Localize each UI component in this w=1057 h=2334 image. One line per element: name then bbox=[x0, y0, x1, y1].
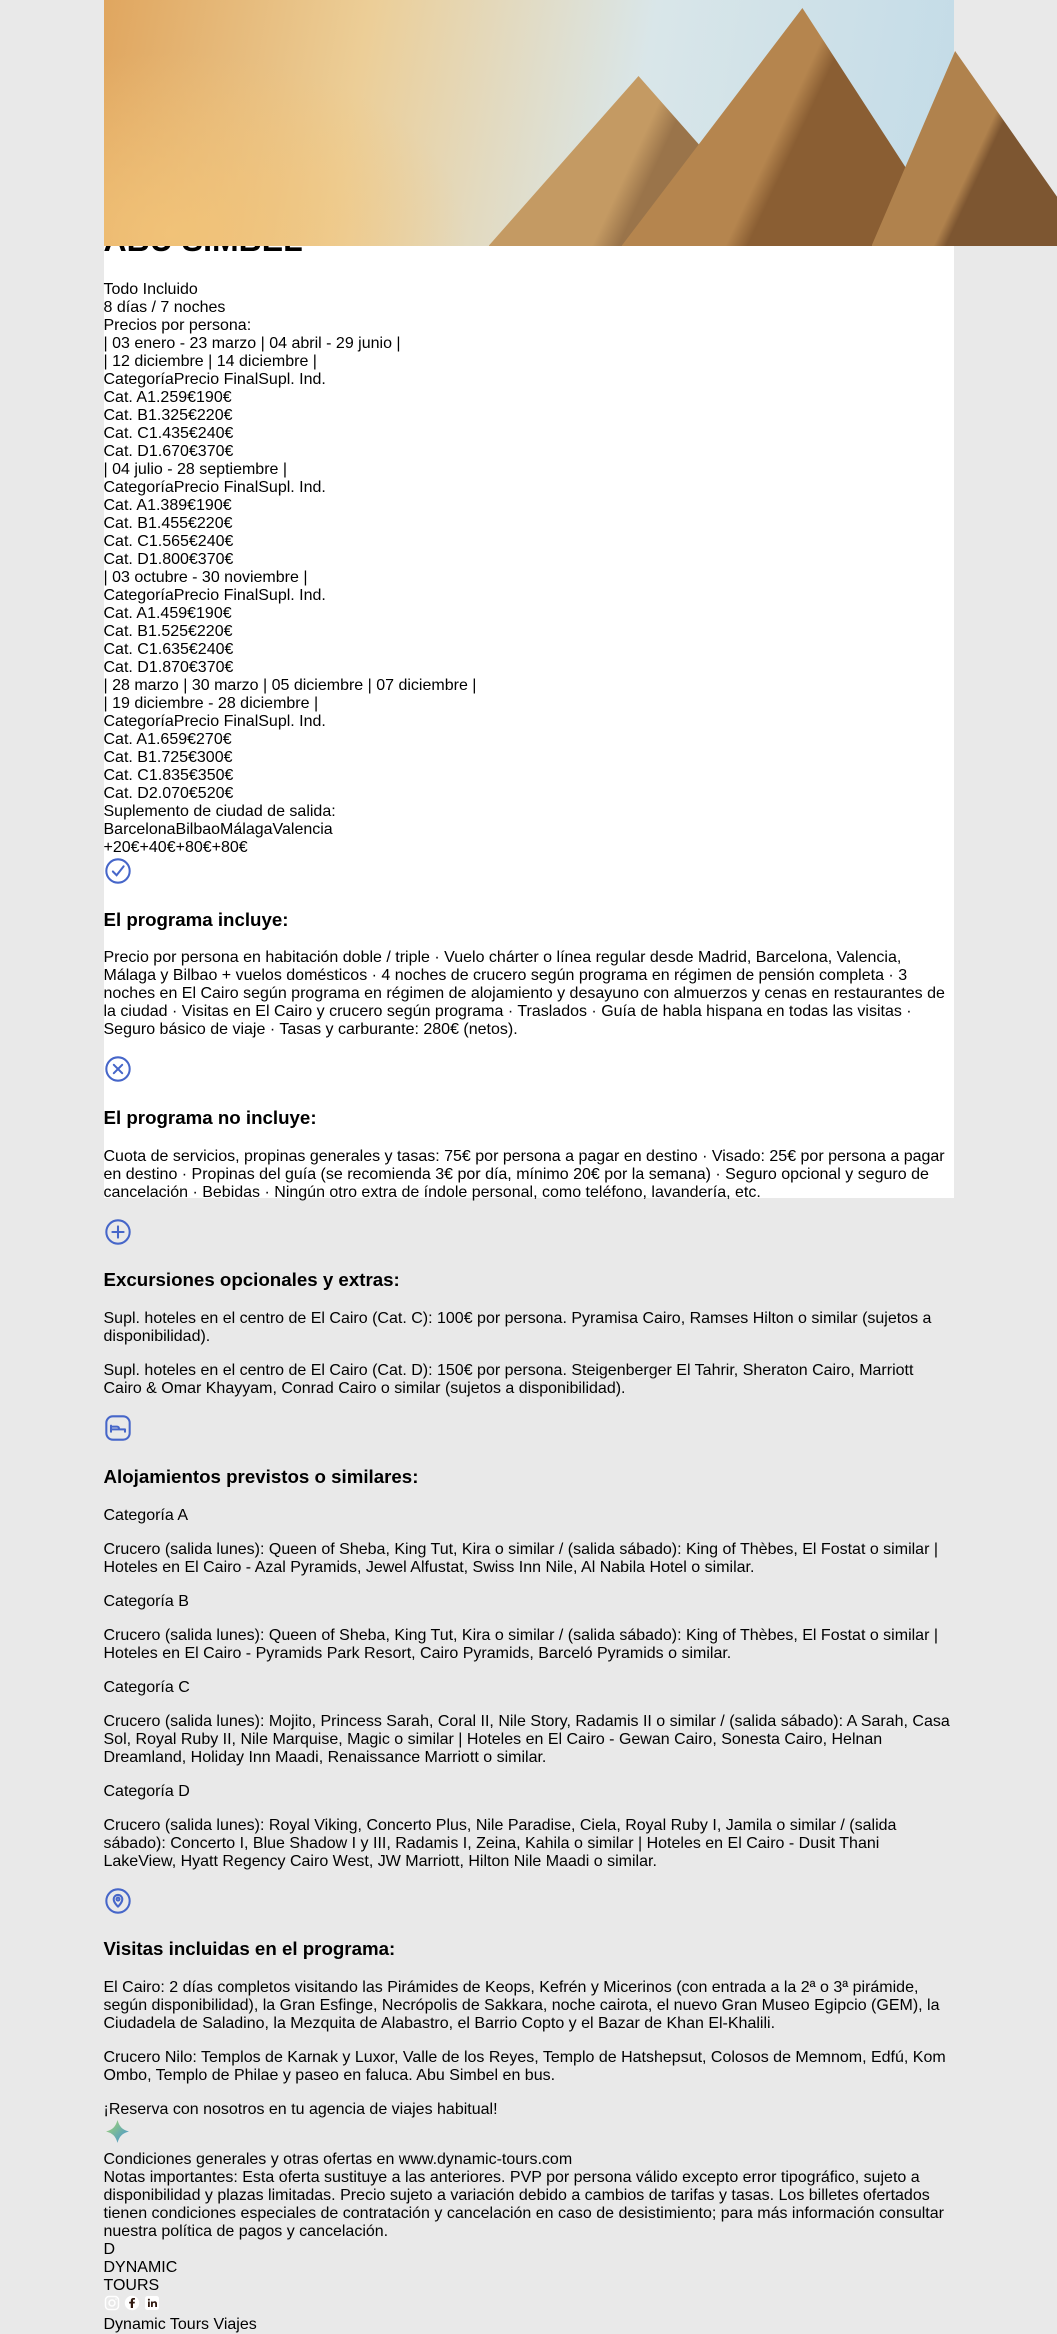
table-row bbox=[104, 551, 954, 569]
column-header: Supl. Ind. bbox=[258, 371, 326, 388]
value-cell: +80€ bbox=[176, 839, 212, 856]
social-icons bbox=[104, 2295, 954, 2316]
category-cell: Cat. D bbox=[104, 659, 149, 676]
right-column bbox=[104, 857, 954, 2085]
section-included-visits bbox=[104, 1887, 954, 2085]
category-cell: Cat. B bbox=[104, 623, 148, 640]
table-header-row bbox=[104, 479, 954, 497]
price-table bbox=[104, 587, 954, 677]
column-header: Precio Final bbox=[174, 479, 258, 496]
table-row bbox=[104, 731, 954, 749]
reserve-banner: ¡Reserva con nosotros en tu agencia de viajes habitual! bbox=[104, 2101, 954, 2119]
supplement-title: Suplemento de ciudad de salida: bbox=[104, 803, 954, 821]
section-title: El programa no incluye: bbox=[104, 1107, 954, 1129]
price-cell: 1.525€ bbox=[148, 623, 197, 640]
price-cell: 1.565€ bbox=[149, 533, 198, 550]
supplement-cell: 220€ bbox=[197, 407, 233, 424]
table-row bbox=[104, 641, 954, 659]
table-row bbox=[104, 443, 954, 461]
period-label: | 04 julio - 28 septiembre | bbox=[104, 461, 954, 479]
prices-panel bbox=[104, 317, 954, 803]
table-row bbox=[104, 767, 954, 785]
table-row bbox=[104, 389, 954, 407]
supplement-cell: 520€ bbox=[198, 785, 234, 802]
price-table-block bbox=[104, 461, 954, 569]
price-cell: 1.459€ bbox=[147, 605, 196, 622]
location-pin-icon bbox=[104, 1902, 132, 1919]
pyramid-shape bbox=[524, 198, 614, 246]
table-row bbox=[104, 407, 954, 425]
instagram-icon[interactable] bbox=[104, 2298, 124, 2315]
section-title: El programa incluye: bbox=[104, 909, 954, 931]
city-cell: Málaga bbox=[220, 821, 272, 838]
supplement-cell: 350€ bbox=[198, 767, 234, 784]
logo-d-icon: D bbox=[104, 2241, 954, 2259]
table-header-row bbox=[104, 371, 954, 389]
overlay-extension-icon[interactable] bbox=[104, 2119, 954, 2151]
column-header: Precio Final bbox=[174, 587, 258, 604]
column-header: Precio Final bbox=[174, 713, 258, 730]
price-cell: 1.835€ bbox=[149, 767, 198, 784]
category-cell: Cat. B bbox=[104, 407, 148, 424]
paragraph: El Cairo: 2 días completos visitando las Pirámides de Keops, Kefrén y Micerinos (con entrada a la 2ª o 3ª pirámide, según disponibilidad), la Gran Esfinge, Necrópolis de Sakkara, noche cairota, el nuevo Gran Museo Egipcio (GEM), la Ciudadela de Saladino, la Mezquita de Alabastro, el Barrio Copto y el Bazar de Khan El-Khalili. bbox=[104, 1979, 954, 2033]
supplement-cell: 190€ bbox=[196, 389, 232, 406]
hero-photo bbox=[104, 0, 954, 246]
column-header: Categoría bbox=[104, 587, 174, 604]
legal-notes: Notas importantes: Esta oferta sustituye a las anteriores. PVP por persona válido excepto error tipográfico, sujeto a disponibilidad y plazas limitadas. Precio sujeto a variación debido a cambios de tarifas y tasas. Los billetes ofertados tienen condiciones especiales de contratación y cancelación en caso de desistimiento; para más información consultar nuestra política de pagos y cancelación. bbox=[104, 2169, 954, 2241]
table-row bbox=[104, 605, 954, 623]
category-cell: Cat. C bbox=[104, 641, 149, 658]
paragraph: Supl. hoteles en el centro de El Cairo (Cat. C): 100€ por persona. Pyramisa Cairo, Ramses Hilton o similar (sujetos a disponibilidad). bbox=[104, 1310, 954, 1346]
table-row bbox=[104, 785, 954, 803]
brochure-page bbox=[104, 0, 954, 1198]
program-subtitle: Todo Incluido bbox=[104, 281, 954, 299]
period-label: | 03 enero - 23 marzo | 04 abril - 29 junio | | 12 diciembre | 14 diciembre | bbox=[104, 335, 954, 371]
section-body bbox=[104, 1310, 954, 1398]
logo-line2: TOURS bbox=[104, 2277, 954, 2295]
table-row bbox=[104, 497, 954, 515]
supplement-cell: 240€ bbox=[198, 425, 234, 442]
paragraph: Crucero (salida lunes): Queen of Sheba, King Tut, Kira o similar / (salida sábado): King of Thèbes, El Fostat o similar | Hoteles en El Cairo - Pyramids Park Resort, Cairo Pyramids, Barceló Pyramids o similar. bbox=[104, 1627, 954, 1663]
supplement-cell: 240€ bbox=[198, 641, 234, 658]
section-accommodations bbox=[104, 1414, 954, 1870]
price-cell: 1.870€ bbox=[149, 659, 198, 676]
supplement-cities-row bbox=[104, 821, 954, 839]
section-body bbox=[104, 1507, 954, 1871]
price-cell: 1.725€ bbox=[148, 749, 197, 766]
supplement-cell: 220€ bbox=[197, 623, 233, 640]
supplement-cell: 370€ bbox=[198, 659, 234, 676]
price-cell: 1.635€ bbox=[149, 641, 198, 658]
value-cell: +40€ bbox=[140, 839, 176, 856]
supplement-cell: 370€ bbox=[198, 443, 234, 460]
column-header: Precio Final bbox=[174, 371, 258, 388]
section-body bbox=[104, 1148, 954, 1202]
table-row bbox=[104, 749, 954, 767]
paragraph: Precio por persona en habitación doble / triple · Vuelo chárter o línea regular desde Madrid, Barcelona, Valencia, Málaga y Bilbao + vuelos domésticos · 4 noches de crucero según programa en régimen de pensión completa · 3 noches en El Cairo según programa en régimen de alojamiento y desayuno con almuerzos y cenas en restaurantes de la ciudad · Visitas en El Cairo y crucero según programa · Traslados · Guía de habla hispana en todas las visitas · Seguro básico de viaje · Tasas y carburante: 280€ (netos). bbox=[104, 949, 954, 1039]
price-cell: 1.800€ bbox=[149, 551, 198, 568]
table-header-row bbox=[104, 713, 954, 731]
category-cell: Cat. A bbox=[104, 497, 148, 514]
prices-title: Precios por persona: bbox=[104, 317, 954, 335]
section-title: Alojamientos previstos o similares: bbox=[104, 1466, 954, 1488]
category-label: Categoría A bbox=[104, 1507, 954, 1525]
paragraph: Crucero (salida lunes): Queen of Sheba, King Tut, Kira o similar / (salida sábado): King of Thèbes, El Fostat o similar | Hoteles en El Cairo - Azal Pyramids, Jewel Alfustat, Swiss Inn Nile, Al Nabila Hotel o similar. bbox=[104, 1541, 954, 1577]
paragraph: Crucero Nilo: Templos de Karnak y Luxor, Valle de los Reyes, Templo de Hatshepsut, Colosos de Memnom, Edfú, Kom Ombo, Templo de Philae y paseo en faluca. Abu Simbel en bus. bbox=[104, 2049, 954, 2085]
table-rows bbox=[104, 497, 954, 569]
left-column bbox=[104, 185, 954, 856]
price-table bbox=[104, 371, 954, 461]
category-cell: Cat. B bbox=[104, 515, 148, 532]
period-label: | 03 octubre - 30 noviembre | bbox=[104, 569, 954, 587]
value-cell: +20€ bbox=[104, 839, 140, 856]
category-cell: Cat. C bbox=[104, 533, 149, 550]
column-header: Supl. Ind. bbox=[258, 479, 326, 496]
table-row bbox=[104, 623, 954, 641]
price-cell: 1.389€ bbox=[147, 497, 196, 514]
price-cell: 1.670€ bbox=[149, 443, 198, 460]
price-cell: 1.325€ bbox=[148, 407, 197, 424]
price-table-block bbox=[104, 677, 954, 803]
logo-line1: DYNAMIC bbox=[104, 2259, 954, 2277]
column-header: Categoría bbox=[104, 713, 174, 730]
city-cell: Bilbao bbox=[176, 821, 220, 838]
supplement-table bbox=[104, 821, 954, 857]
paragraph: Crucero (salida lunes): Mojito, Princess Sarah, Coral II, Nile Story, Radamis II o similar / (salida sábado): A Sarah, Casa Sol, Royal Ruby II, Nile Marquise, Magic o similar | Hoteles en El Cairo - Gewan Cairo, Sonesta Cairo, Helnan Dreamland, Holiday Inn Maadi, Renaissance Marriott o similar. bbox=[104, 1713, 954, 1767]
price-table-block bbox=[104, 569, 954, 677]
category-cell: Cat. D bbox=[104, 551, 149, 568]
city-cell: Barcelona bbox=[104, 821, 176, 838]
paragraph: Cuota de servicios, propinas generales y tasas: 75€ por persona a pagar en destino · Visado: 25€ por persona a pagar en destino · Propinas del guía (se recomienda 3€ por día, mínimo 20€ por la semana) · Seguro opcional y seguro de cancelación · Bebidas · Ningún otro extra de índole personal, como teléfono, lavandería, etc. bbox=[104, 1148, 954, 1202]
column-header: Supl. Ind. bbox=[258, 713, 326, 730]
paragraph: Supl. hoteles en el centro de El Cairo (Cat. D): 150€ por persona. Steigenberger El Tahrir, Sheraton Cairo, Marriott Cairo & Omar Khayyam, Conrad Cairo o similar (sujetos a disponibilidad). bbox=[104, 1362, 954, 1398]
supplement-cell: 190€ bbox=[196, 497, 232, 514]
section-body bbox=[104, 949, 954, 1039]
price-tables bbox=[104, 335, 954, 803]
plus-circle-icon bbox=[104, 1233, 132, 1250]
category-cell: Cat. A bbox=[104, 605, 148, 622]
conditions-link[interactable]: Condiciones generales y otras ofertas en www.dynamic-tours.com bbox=[104, 2151, 954, 2169]
table-rows bbox=[104, 389, 954, 461]
city-supplement-panel bbox=[104, 803, 954, 857]
supplement-values-row bbox=[104, 839, 954, 857]
price-cell: 1.659€ bbox=[147, 731, 196, 748]
price-cell: 1.259€ bbox=[147, 389, 196, 406]
table-header-row bbox=[104, 587, 954, 605]
price-cell: 2.070€ bbox=[149, 785, 198, 802]
category-cell: Cat. D bbox=[104, 785, 149, 802]
table-rows bbox=[104, 731, 954, 803]
category-cell: Cat. A bbox=[104, 389, 148, 406]
city-cell: Valencia bbox=[273, 821, 333, 838]
paragraph: Crucero (salida lunes): Royal Viking, Concerto Plus, Nile Paradise, Ciela, Royal Ruby I, Jamila o similar / (salida sábado): Concerto I, Blue Shadow I y III, Radamis I, Zeina, Kahila o similar | Hoteles en El Cairo - Dusit Thani LakeView, Hyatt Regency Cairo West, JW Marriott, Hilton Nile Maadi o similar. bbox=[104, 1817, 954, 1871]
section-title: Excursiones opcionales y extras: bbox=[104, 1269, 954, 1291]
section-body bbox=[104, 1979, 954, 2085]
supplement-cell: 270€ bbox=[196, 731, 232, 748]
category-cell: Cat. C bbox=[104, 425, 149, 442]
x-circle-icon bbox=[104, 1070, 132, 1087]
section-title: Visitas incluidas en el programa: bbox=[104, 1938, 954, 1960]
social-caption: Dynamic Tours Viajes bbox=[104, 2316, 954, 2334]
table-row bbox=[104, 533, 954, 551]
column-header: Categoría bbox=[104, 479, 174, 496]
table-row bbox=[104, 659, 954, 677]
supplement-cell: 190€ bbox=[196, 605, 232, 622]
section-program-includes bbox=[104, 857, 954, 1039]
linkedin-icon[interactable] bbox=[144, 2298, 160, 2315]
value-cell: +80€ bbox=[212, 839, 248, 856]
dynamic-tours-logo bbox=[104, 2241, 954, 2295]
table-rows bbox=[104, 605, 954, 677]
category-cell: Cat. A bbox=[104, 731, 148, 748]
supplement-cell: 240€ bbox=[198, 533, 234, 550]
check-circle-icon bbox=[104, 872, 132, 889]
category-cell: Cat. D bbox=[104, 443, 149, 460]
section-optional-excursions bbox=[104, 1218, 954, 1398]
price-cell: 1.455€ bbox=[148, 515, 197, 532]
price-cell: 1.435€ bbox=[149, 425, 198, 442]
supplement-cell: 370€ bbox=[198, 551, 234, 568]
price-table bbox=[104, 479, 954, 569]
column-header: Categoría bbox=[104, 371, 174, 388]
period-label: | 28 marzo | 30 marzo | 05 diciembre | 07 diciembre | | 19 diciembre - 28 diciembre | bbox=[104, 677, 954, 713]
supplement-cell: 300€ bbox=[197, 749, 233, 766]
facebook-icon[interactable] bbox=[124, 2298, 144, 2315]
bed-icon bbox=[104, 1429, 132, 1446]
price-table bbox=[104, 713, 954, 803]
program-duration: 8 días / 7 noches bbox=[104, 299, 954, 317]
column-header: Supl. Ind. bbox=[258, 587, 326, 604]
category-label: Categoría D bbox=[104, 1783, 954, 1801]
table-row bbox=[104, 425, 954, 443]
supplement-cell: 220€ bbox=[197, 515, 233, 532]
category-cell: Cat. B bbox=[104, 749, 148, 766]
table-row bbox=[104, 515, 954, 533]
category-cell: Cat. C bbox=[104, 767, 149, 784]
price-table-block bbox=[104, 335, 954, 461]
category-label: Categoría B bbox=[104, 1593, 954, 1611]
category-label: Categoría C bbox=[104, 1679, 954, 1697]
section-program-excludes bbox=[104, 1055, 954, 1201]
